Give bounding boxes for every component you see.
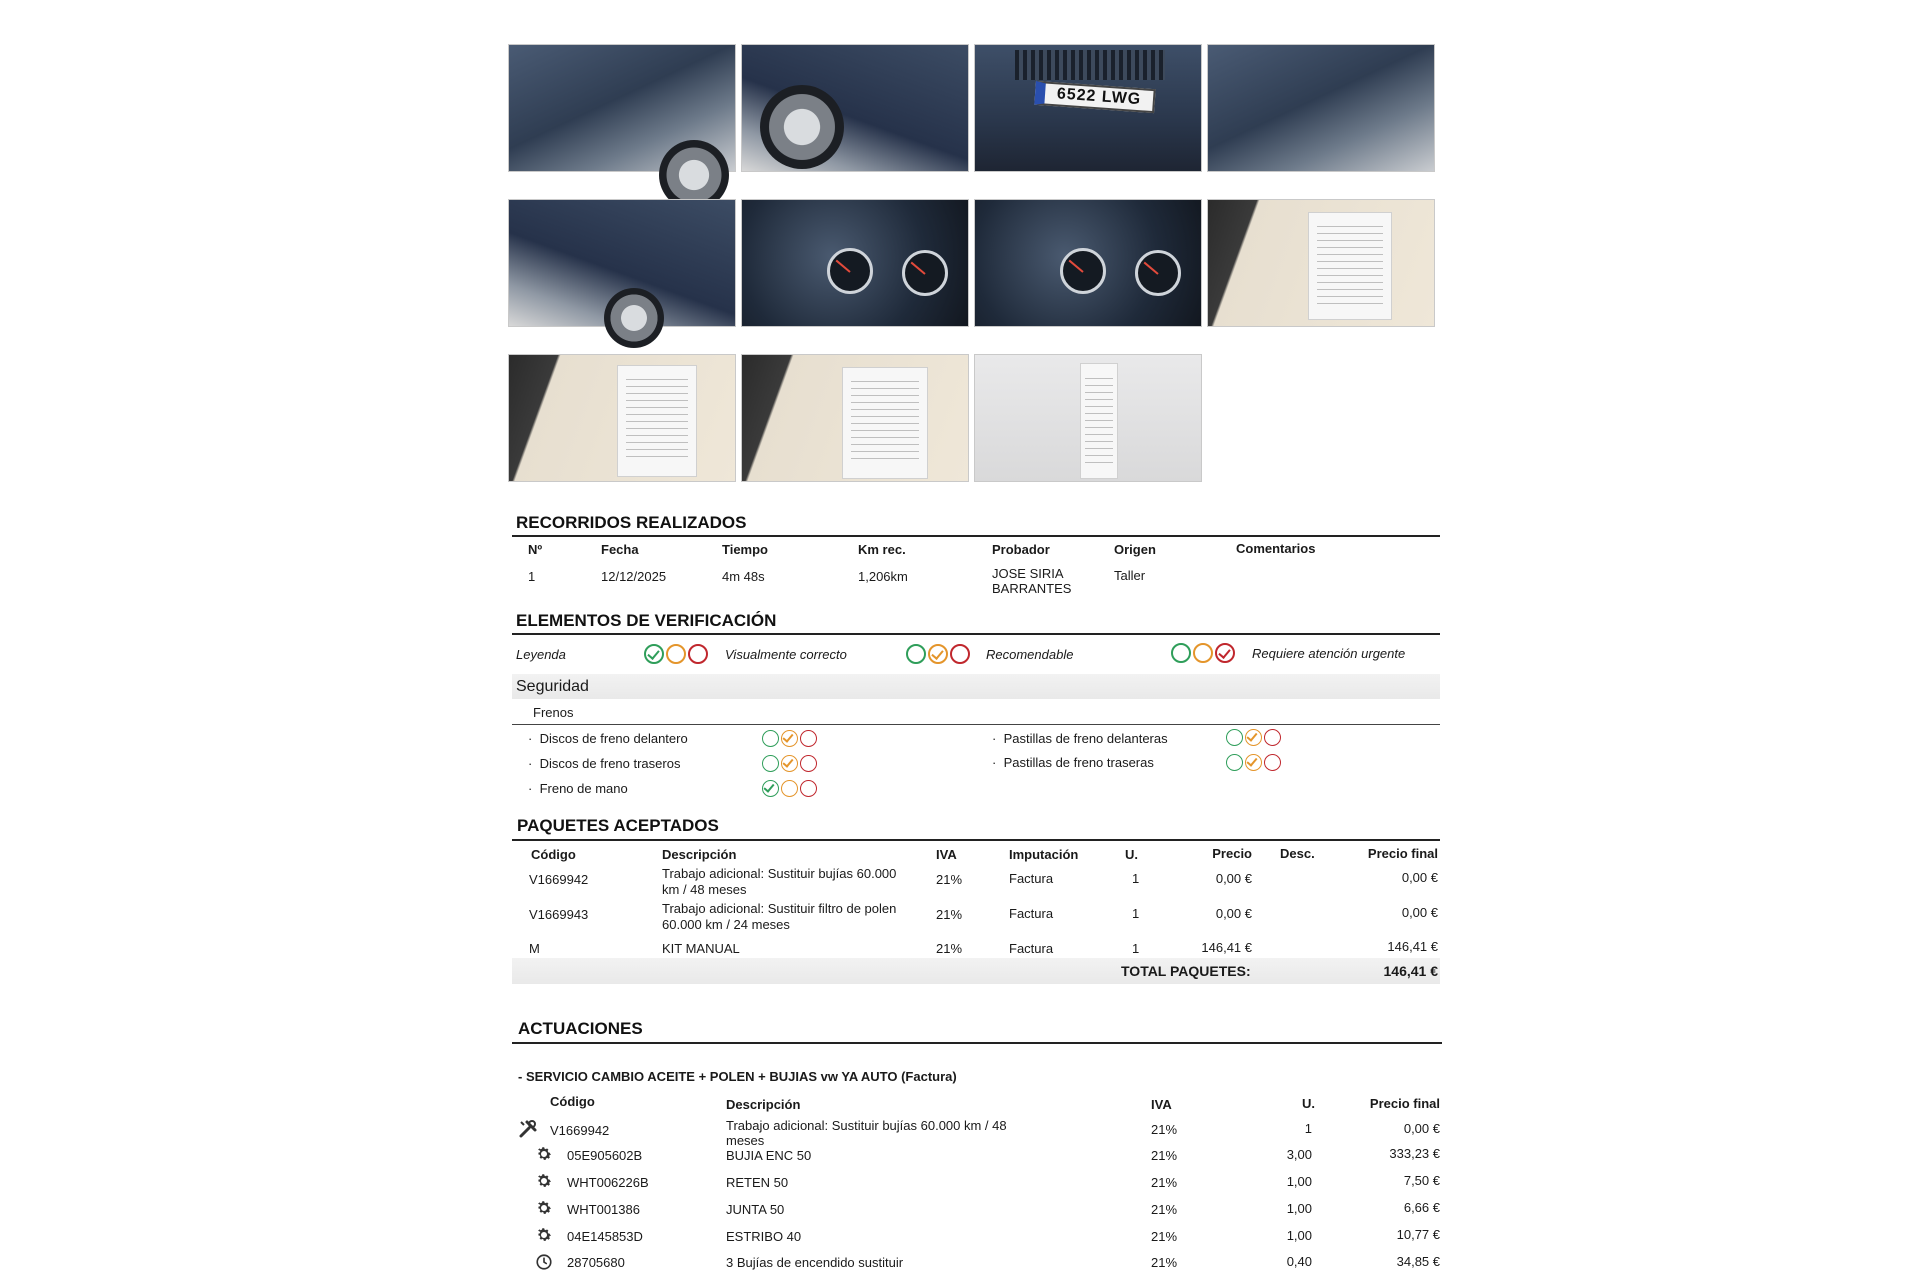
gauge-shape	[827, 248, 873, 294]
verificacion-section	[512, 610, 1440, 800]
check-item-label: Discos de freno traseros	[539, 756, 681, 771]
green-circle-icon	[762, 730, 779, 747]
red-circle-icon	[688, 644, 708, 664]
check-item-discos-traseros: · Discos de freno traseros	[528, 756, 681, 771]
photo-document-2[interactable]	[508, 354, 736, 482]
gear-icon	[535, 1172, 553, 1190]
col-header-u: U.	[1302, 1096, 1315, 1111]
photo-row-3	[508, 354, 1438, 482]
photo-document-3[interactable]	[741, 354, 969, 482]
col-header-precio-final: Precio final	[1369, 1096, 1440, 1111]
actuacion-codigo: 04E145853D	[567, 1229, 643, 1244]
photo-car-side-2[interactable]	[508, 199, 736, 327]
check-item-discos-delantero: · Discos de freno delantero	[528, 731, 688, 746]
legend-urgent-indicator	[1171, 643, 1235, 663]
divider	[512, 839, 1440, 841]
actuaciones-section	[512, 1018, 1440, 1270]
paquete-descripcion: KIT MANUAL	[662, 941, 740, 956]
recorrido-km: 1,206km	[858, 569, 908, 584]
col-header-iva: IVA	[936, 847, 957, 862]
actuacion-iva: 21%	[1151, 1148, 1178, 1163]
actuacion-precio-final: 34,85 €	[1396, 1254, 1440, 1269]
legend-recommend-label: Recomendable	[986, 647, 1074, 662]
gear-icon	[535, 1145, 553, 1163]
subgroup-frenos: Frenos	[533, 705, 574, 720]
status-indicator	[762, 755, 817, 772]
col-header-codigo: Código	[531, 847, 576, 862]
actuacion-codigo: 28705680	[567, 1255, 625, 1270]
orange-circle-icon	[781, 780, 798, 797]
paquetes-section	[512, 816, 1440, 986]
photo-car-front-wheel[interactable]	[741, 44, 969, 172]
status-indicator	[1226, 754, 1281, 771]
paquete-precio: 0,00 €	[1215, 906, 1252, 921]
paquete-precio-final: 146,41 €	[1387, 939, 1438, 954]
paquete-precio: 146,41 €	[1201, 940, 1252, 955]
photo-car-plate[interactable]	[974, 44, 1202, 172]
col-header-precio: Precio	[1212, 846, 1252, 861]
col-header-imputacion: Imputación	[1009, 847, 1079, 862]
col-header-fecha: Fecha	[601, 542, 639, 557]
gauge-shape	[1135, 250, 1181, 296]
actuacion-codigo: WHT001386	[567, 1202, 640, 1217]
paquete-u: 1	[1132, 906, 1140, 921]
red-circle-icon	[950, 644, 970, 664]
grille-shape	[1015, 50, 1165, 80]
paquete-codigo: V1669943	[529, 907, 589, 922]
paper-shape	[617, 365, 697, 477]
actuacion-descripcion-line2: meses	[726, 1133, 765, 1148]
wheel-shape	[604, 288, 664, 348]
recorrido-n: 1	[528, 569, 536, 584]
red-circle-icon	[800, 730, 817, 747]
green-circle-icon	[762, 755, 779, 772]
green-check-icon	[644, 644, 664, 664]
col-header-codigo: Código	[550, 1094, 595, 1109]
paquete-u: 1	[1132, 871, 1140, 886]
paquete-precio-final: 0,00 €	[1401, 905, 1438, 920]
orange-check-icon	[928, 644, 948, 664]
wheel-shape	[760, 85, 844, 169]
col-header-iva: IVA	[1151, 1097, 1172, 1112]
legend-urgent-label: Requiere atención urgente	[1252, 646, 1406, 661]
actuacion-descripcion	[726, 1118, 1007, 1148]
orange-check-icon	[1245, 754, 1262, 771]
paquete-precio: 0,00 €	[1215, 871, 1252, 886]
col-header-n: Nº	[528, 542, 543, 557]
green-circle-icon	[1226, 729, 1243, 746]
actuacion-iva: 21%	[1151, 1202, 1178, 1217]
photo-document-1[interactable]	[1207, 199, 1435, 327]
paquete-codigo: V1669942	[529, 872, 589, 887]
photo-car-side[interactable]	[508, 44, 736, 172]
service-title: - SERVICIO CAMBIO ACEITE + POLEN + BUJIAS vw YA AUTO (Factura)	[518, 1069, 957, 1084]
receipt-shape	[1080, 363, 1118, 479]
actuacion-precio-final: 0,00 €	[1403, 1121, 1440, 1136]
orange-circle-icon	[1193, 643, 1213, 663]
actuacion-u: 1,00	[1286, 1201, 1312, 1216]
col-header-desc: Desc.	[1280, 846, 1315, 861]
total-paquetes-value: 146,41 €	[1383, 963, 1438, 979]
red-circle-icon	[800, 755, 817, 772]
col-header-descripcion: Descripción	[662, 847, 737, 862]
leyenda-label: Leyenda	[516, 647, 566, 662]
col-header-u: U.	[1125, 847, 1138, 862]
actuacion-descripcion: ESTRIBO 40	[726, 1229, 802, 1244]
paquete-precio-final: 0,00 €	[1401, 870, 1438, 885]
paquete-descripcion-line1: Trabajo adicional: Sustituir bujías 60.000	[662, 866, 897, 881]
photo-gallery	[508, 44, 1438, 509]
paquete-imputacion: Factura	[1009, 941, 1054, 956]
actuacion-u: 3,00	[1286, 1147, 1312, 1162]
paquete-iva: 21%	[936, 907, 963, 922]
check-item-label: Freno de mano	[539, 781, 628, 796]
divider	[512, 1042, 1442, 1044]
orange-circle-icon	[666, 644, 686, 664]
paper-shape	[842, 367, 928, 479]
divider	[512, 633, 1440, 635]
orange-check-icon	[1245, 729, 1262, 746]
paquete-descripcion-line2: km / 48 meses	[662, 882, 747, 897]
group-seguridad: Seguridad	[516, 678, 589, 695]
actuacion-iva: 21%	[1151, 1175, 1178, 1190]
verificacion-title: ELEMENTOS DE VERIFICACIÓN	[516, 611, 777, 630]
orange-check-icon	[781, 730, 798, 747]
recorrido-fecha: 12/12/2025	[601, 569, 667, 584]
recorridos-title: RECORRIDOS REALIZADOS	[516, 513, 747, 532]
red-circle-icon	[800, 780, 817, 797]
recorridos-section	[512, 512, 1440, 602]
actuacion-iva: 21%	[1151, 1229, 1178, 1244]
actuacion-codigo: V1669942	[550, 1123, 610, 1138]
wrench-icon	[518, 1119, 538, 1139]
recorrido-probador-line2: BARRANTES	[992, 581, 1072, 596]
photo-car-headlight[interactable]	[1207, 44, 1435, 172]
gauge-shape	[1060, 248, 1106, 294]
status-indicator	[1226, 729, 1281, 746]
col-header-km: Km rec.	[858, 542, 906, 557]
red-circle-icon	[1264, 754, 1281, 771]
legend-correct-label: Visualmente correcto	[725, 647, 847, 662]
col-header-origen: Origen	[1114, 542, 1156, 557]
actuacion-u: 1,00	[1286, 1228, 1312, 1243]
paquete-descripcion-line2: 60.000 km / 24 meses	[662, 917, 790, 932]
divider	[512, 535, 1440, 537]
green-circle-icon	[906, 644, 926, 664]
red-circle-icon	[1264, 729, 1281, 746]
photo-receipt[interactable]	[974, 354, 1202, 482]
col-header-descripcion: Descripción	[726, 1097, 801, 1112]
paquete-imputacion: Factura	[1009, 906, 1054, 921]
photo-dashboard-2[interactable]	[974, 199, 1202, 327]
total-paquetes-label: TOTAL PAQUETES:	[1121, 963, 1251, 979]
gear-icon	[535, 1226, 553, 1244]
col-header-comentarios: Comentarios	[1236, 541, 1316, 556]
legend-correct-indicator	[644, 644, 708, 664]
paquetes-title: PAQUETES ACEPTADOS	[517, 816, 719, 835]
group-band	[512, 674, 1440, 699]
recorrido-tiempo: 4m 48s	[722, 569, 765, 584]
actuacion-u: 0,40	[1286, 1254, 1312, 1269]
photo-dashboard-1[interactable]	[741, 199, 969, 327]
gear-icon	[535, 1199, 553, 1217]
red-check-icon	[1215, 643, 1235, 663]
recorrido-origen: Taller	[1114, 568, 1146, 583]
paquete-iva: 21%	[936, 941, 963, 956]
actuacion-iva: 21%	[1151, 1255, 1178, 1270]
license-plate: 6522 LWG	[1034, 81, 1155, 113]
clock-icon	[535, 1253, 553, 1271]
actuacion-descripcion: 3 Bujías de encendido sustituir	[726, 1255, 904, 1270]
legend-recommend-indicator	[906, 644, 970, 664]
recorrido-probador-line1: JOSE SIRIA	[992, 566, 1064, 581]
paquete-descripcion	[662, 866, 896, 898]
actuacion-u: 1,00	[1286, 1174, 1312, 1189]
col-header-precio-final: Precio final	[1367, 846, 1438, 861]
photo-row-1	[508, 44, 1438, 172]
status-indicator	[762, 730, 817, 747]
check-item-pastillas-traseras: · Pastillas de freno traseras	[992, 755, 1154, 770]
paper-shape	[1308, 212, 1392, 320]
divider	[512, 724, 1440, 725]
photo-row-2	[508, 199, 1438, 327]
actuacion-descripcion-line1: Trabajo adicional: Sustituir bujías 60.000 km / 48	[726, 1118, 1007, 1133]
gauge-shape	[902, 250, 948, 296]
actuacion-descripcion: BUJIA ENC 50	[726, 1148, 812, 1163]
actuacion-descripcion: RETEN 50	[726, 1175, 789, 1190]
paquete-imputacion: Factura	[1009, 871, 1054, 886]
paquete-descripcion	[662, 901, 896, 933]
green-circle-icon	[1226, 754, 1243, 771]
actuacion-descripcion: JUNTA 50	[726, 1202, 785, 1217]
check-item-label: Pastillas de freno delanteras	[1003, 731, 1168, 746]
status-indicator	[762, 780, 817, 797]
check-item-label: Discos de freno delantero	[539, 731, 688, 746]
check-item-pastillas-delanteras: · Pastillas de freno delanteras	[992, 731, 1168, 746]
col-header-tiempo: Tiempo	[722, 542, 768, 557]
actuaciones-title: ACTUACIONES	[518, 1019, 643, 1038]
paquete-codigo: M	[529, 941, 540, 956]
actuacion-precio-final: 333,23 €	[1389, 1146, 1440, 1161]
check-item-freno-mano: · Freno de mano	[528, 781, 628, 796]
actuacion-precio-final: 6,66 €	[1403, 1200, 1440, 1215]
actuacion-u: 1	[1304, 1121, 1312, 1136]
col-header-probador: Probador	[992, 542, 1050, 557]
actuacion-iva: 21%	[1151, 1122, 1178, 1137]
paquete-descripcion-line1: Trabajo adicional: Sustituir filtro de polen	[662, 901, 897, 916]
actuacion-codigo: WHT006226B	[567, 1175, 649, 1190]
check-item-label: Pastillas de freno traseras	[1003, 755, 1154, 770]
orange-check-icon	[781, 755, 798, 772]
green-check-icon	[762, 780, 779, 797]
actuacion-precio-final: 7,50 €	[1403, 1173, 1440, 1188]
actuacion-codigo: 05E905602B	[567, 1148, 643, 1163]
green-circle-icon	[1171, 643, 1191, 663]
total-band	[512, 958, 1440, 984]
paquete-iva: 21%	[936, 872, 963, 887]
actuacion-precio-final: 10,77 €	[1396, 1227, 1440, 1242]
paquete-u: 1	[1132, 941, 1140, 956]
